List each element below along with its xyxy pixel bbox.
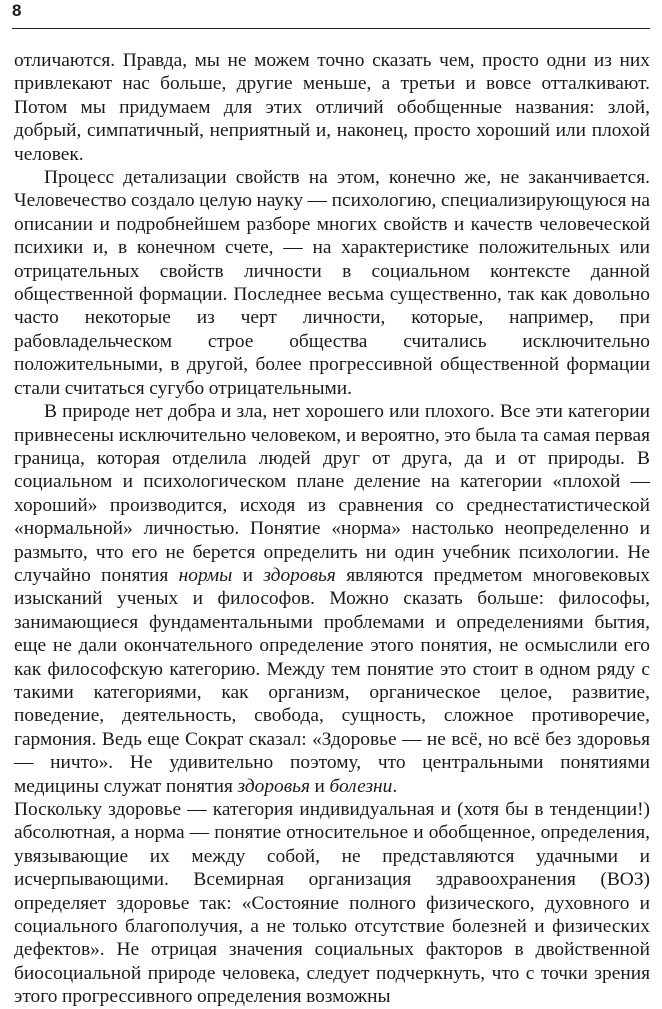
paragraph-text: отличаются. Правда, мы не можем точно сказать чем, просто одни из них привлекают нас больше, другие меньше, а третьи и вовсе отталкивают. Потом мы придумаем для этих отличий обобщенные названия: злой, добрый, симпатичный, неприятный и, наконец, просто хороший или плохой человек. xyxy=(14,50,650,165)
page-number: 8 xyxy=(12,1,22,20)
header-rule xyxy=(12,28,650,29)
paragraph-text: В природе нет добра и зла, нет хорошего или плохого. Все эти категории привнесены исключительно человеком, и вероятно, это была та самая первая граница, которая отделила людей друг от друга, да и от природы. В социальном и психологическом плане деление на категории «плохой — хороший» производится, исходя из сравнения со среднестатистической «нормальной» личностью. Понятие «норма» настолько неопределенно и размыто, что его не берется определить ни один учебник психологии. Не случайно понятия xyxy=(14,401,650,586)
paragraph-text: Процесс детализации свойств на этом, конечно же, не заканчивается. Человечество создало целую науку — психологию, специализирующуюся на описании и подробнейшем разборе многих свойств и качеств человеческой психики и, в конечном счете, — на характеристике положительных или отрицательных свойств личности в социальном контексте данной общественной формации. Последнее весьма существенно, так как довольно часто некоторые из черт личности, которые, например, при рабовладельческом строе общества считались исключительно положительными, в другой, более прогрессивной общественной формации стали считаться сугубо отрицательными. xyxy=(14,167,650,399)
italic-term: болезни xyxy=(329,775,393,797)
paragraph-text: и xyxy=(232,564,264,586)
paragraph-text: являются предметом многовековых изысканий ученых и философов. Можно сказать больше: философы, занимающиеся фундаментальными проблемами и определениями бытия, еще не дали окончательного определение этого понятия, не осмыслили его как философскую категорию. Между тем понятие это стоит в одном ряду с такими категориями, как организм, органическое целое, развитие, поведение, деятельность, свобода, сущность, сложное противоречие, гармония. Ведь еще Сократ сказал: «Здоровье — не всё, но всё без здоровья — ничто». Не удивительно поэтому, что центральными понятиями медицины служат понятия xyxy=(14,564,650,797)
paragraph xyxy=(14,49,650,166)
paragraph xyxy=(14,166,650,400)
paragraph-text: Поскольку здоровье — категория индивидуальная и (хотя бы в тенденции!) абсолютная, а норма — понятие относительное и обобщенное, определения, увязывающие их между собой, не представляются удачными и исчерпывающими. Всемирная организация здравоохранения (ВОЗ) определяет здоровье так: «Состояние полного физического, духовного и социального благополучия, а не только отсутствие болезней и физических дефектов». Не отрицая значения социальных факторов в двойственной биосоциальной природе человека, следует подчеркнуть, что с точки зрения этого прогрессивного определения возможны xyxy=(14,799,650,1008)
paragraph-text: . xyxy=(392,775,398,797)
text-body xyxy=(14,49,650,1009)
paragraph xyxy=(14,798,650,1009)
italic-term: здоровья xyxy=(263,564,336,586)
paragraph xyxy=(14,400,650,798)
italic-term: нормы xyxy=(178,564,233,586)
italic-term: здоровья xyxy=(237,775,310,797)
paragraph-text: и xyxy=(309,775,330,797)
